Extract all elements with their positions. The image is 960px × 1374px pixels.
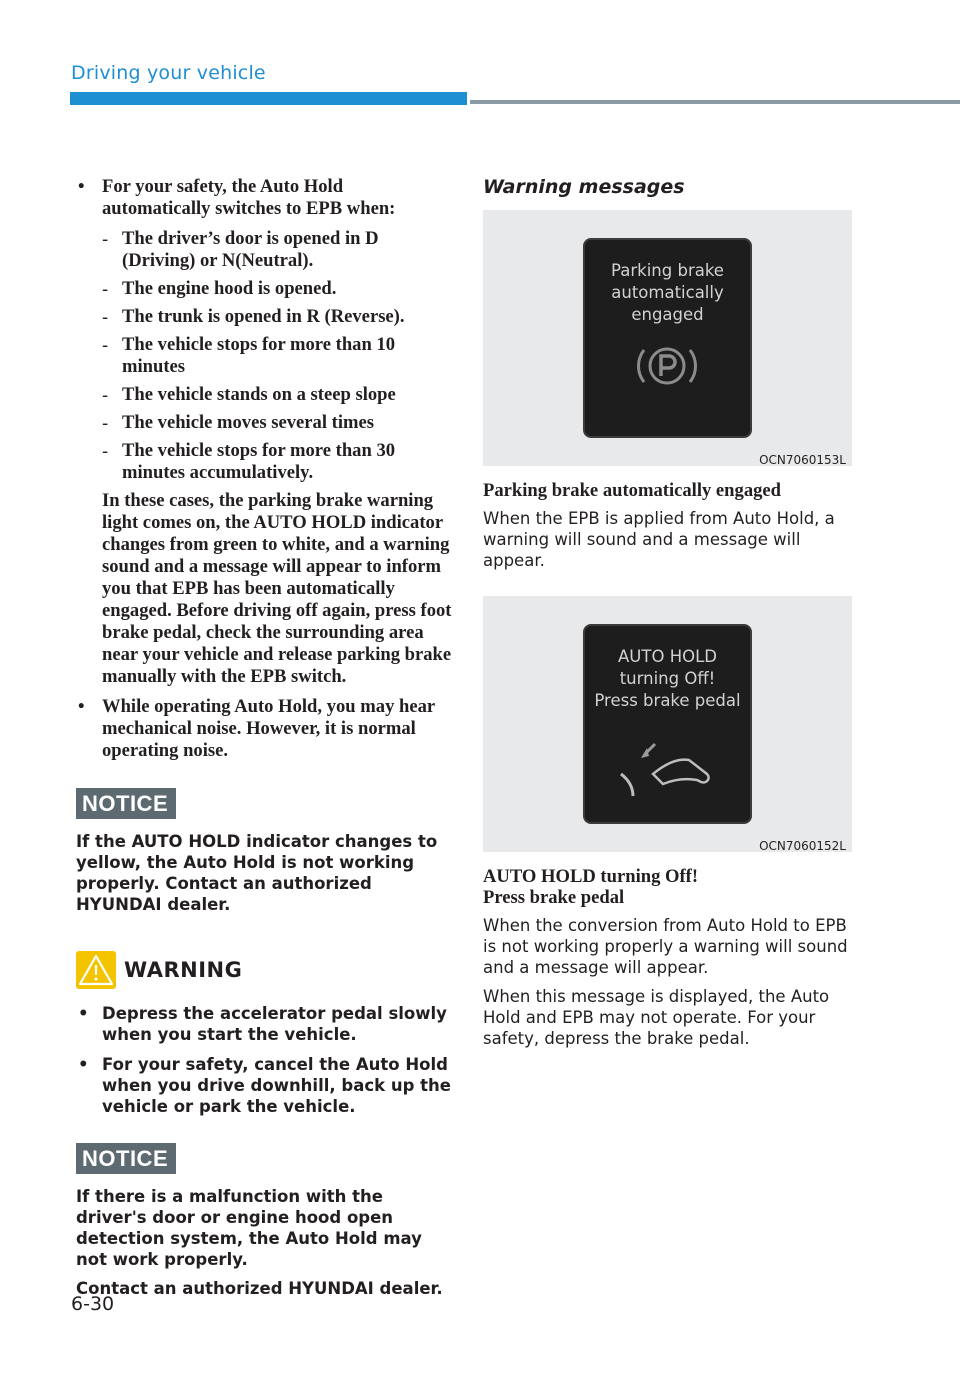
figure-title-line: AUTO HOLD turning Off! xyxy=(483,866,699,887)
bullet-mechanical-noise: • While operating Auto Hold, you may hear mechanical noise. However, it is normal operating noise. xyxy=(76,696,452,762)
parking-brake-icon xyxy=(632,338,702,394)
notice-badge: NOTICE xyxy=(76,1143,176,1174)
figure-code: OCN7060153L xyxy=(759,453,846,467)
notice-text: Contact an authorized HYUNDAI dealer. xyxy=(76,1279,443,1298)
display-message: Parking brake automatically engaged xyxy=(611,261,724,324)
header-rule-accent xyxy=(70,92,467,105)
left-column xyxy=(76,176,452,1299)
figure-parking-brake xyxy=(483,210,852,466)
warning-title: WARNING xyxy=(124,958,243,982)
figure-auto-hold-off xyxy=(483,596,852,852)
cluster-display xyxy=(585,240,750,436)
condition-item: - The driver’s door is opened in D (Driving) or N(Neutral). xyxy=(76,228,452,272)
display-message: AUTO HOLD turning Off! Press brake pedal xyxy=(594,647,741,710)
condition-item: - The vehicle moves several times xyxy=(76,412,452,434)
warning-item: • Depress the accelerator pedal slowly when you start the vehicle. xyxy=(76,1003,452,1045)
notice-text: If the AUTO HOLD indicator changes to yellow, the Auto Hold is not working properly. Contact an authorized HYUNDAI dealer. xyxy=(76,832,438,914)
condition-item: - The vehicle stands on a steep slope xyxy=(76,384,452,406)
cases-paragraph: In these cases, the parking brake warning light comes on, the AUTO HOLD indicator changes from green to white, and a warning sound and a message will appear to inform you that EPB has been automatically engaged. Before driving off again, press foot brake pedal, check the surrounding area near your vehicle and release parking brake manually with the EPB switch. xyxy=(102,490,452,687)
warning-triangle-icon xyxy=(76,951,116,989)
notice-badge: NOTICE xyxy=(76,788,176,819)
figure-title xyxy=(483,866,855,908)
condition-item: - The vehicle stops for more than 10 minutes xyxy=(76,334,452,378)
cluster-display xyxy=(585,626,750,822)
figure-description: When this message is displayed, the Auto Hold and EPB may not operate. For your safety, depress the brake pedal. xyxy=(483,987,830,1048)
figure-title-line: Press brake pedal xyxy=(483,887,625,908)
page-number: 6-30 xyxy=(71,1293,115,1315)
section-title: Warning messages xyxy=(483,176,685,198)
figure-code: OCN7060152L xyxy=(759,839,846,853)
bullet-auto-switch: • For your safety, the Auto Hold automatically switches to EPB when: xyxy=(76,176,452,220)
figure-description: When the conversion from Auto Hold to EPB is not working properly a warning will sound and a message will appear. xyxy=(483,916,848,977)
condition-item: - The trunk is opened in R (Reverse). xyxy=(76,306,452,328)
warning-header xyxy=(76,951,452,989)
right-column xyxy=(483,176,855,1057)
condition-item: - The vehicle stops for more than 30 minutes accumulatively. xyxy=(76,440,452,484)
notice-text: If there is a malfunction with the driver's door or engine hood open detection system, the Auto Hold may not work properly. xyxy=(76,1187,422,1269)
brake-pedal-icon xyxy=(603,734,733,804)
figure-description: When the EPB is applied from Auto Hold, a warning will sound and a message will appear. xyxy=(483,509,835,570)
condition-item: - The engine hood is opened. xyxy=(76,278,452,300)
figure-title: Parking brake automatically engaged xyxy=(483,480,782,501)
warning-item: • For your safety, cancel the Auto Hold when you drive downhill, back up the vehicle or park the vehicle. xyxy=(76,1054,452,1117)
header-title: Driving your vehicle xyxy=(71,62,266,84)
header-rule xyxy=(470,100,960,104)
